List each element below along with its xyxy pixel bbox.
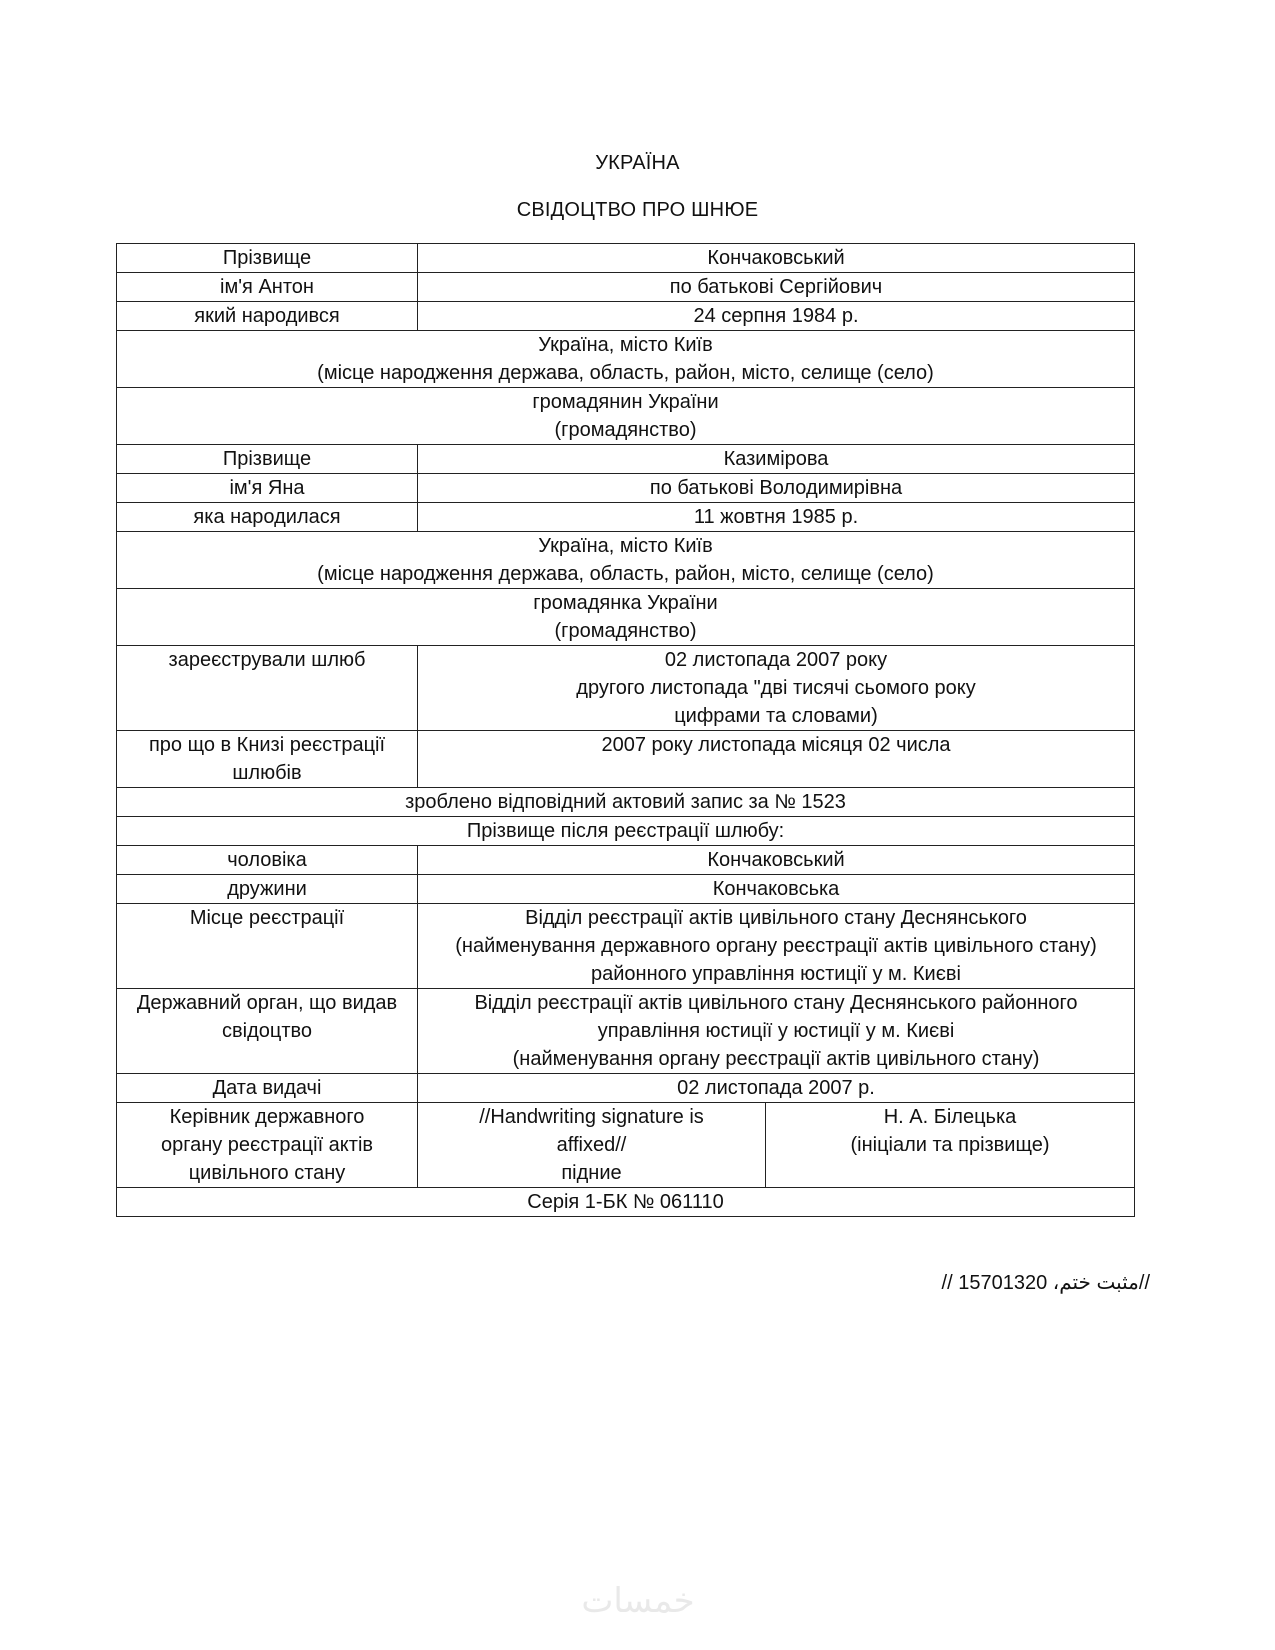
groom-citizenship-hint: (громадянство)	[554, 419, 697, 441]
place-label: Місце реєстрації	[117, 904, 418, 989]
country-heading: УКРАЇНА	[595, 152, 680, 174]
groom-birthplace-cell	[117, 331, 1135, 388]
bride-citizenship-cell	[117, 589, 1135, 646]
registration-date-digits: 02 листопада 2007 року	[664, 649, 888, 671]
series-number: Серія 1-БК № 061110	[117, 1188, 1135, 1217]
place-line1: Відділ реєстрації актів цивільного стану Деснянського	[525, 907, 1027, 929]
registration-date-hint: цифрами та словами)	[674, 705, 878, 727]
table-row	[117, 731, 1135, 788]
table-row	[117, 244, 1135, 273]
registered-label: зареєстрували шлюб	[117, 646, 418, 731]
head-name: Н. А. Білецька	[883, 1106, 1017, 1128]
groom-birthplace-hint: (місце народження держава, область, район, місто, селище (село)	[317, 362, 934, 384]
issuer-cell	[418, 989, 1135, 1074]
signature-line3: підние	[561, 1162, 622, 1184]
issuer-label-line1: Державний орган, що видав	[136, 992, 398, 1014]
head-label-line3: цивільного стану	[188, 1162, 346, 1184]
issuer-label-cell	[117, 989, 418, 1074]
table-row	[117, 646, 1135, 731]
table-row	[117, 589, 1135, 646]
wife-surname: Кончаковська	[418, 875, 1135, 904]
book-label-line1: про що в Книзі реєстрації	[148, 734, 386, 756]
table-row	[117, 474, 1135, 503]
place-line3: районного управління юстиції у м. Києві	[591, 963, 961, 985]
wife-label: дружини	[117, 875, 418, 904]
husband-surname: Кончаковський	[418, 846, 1135, 875]
groom-name: ім'я Антон	[117, 273, 418, 302]
head-name-hint: (ініціали та прізвище)	[850, 1134, 1050, 1156]
issue-date-label: Дата видачі	[117, 1074, 418, 1103]
table-row	[117, 875, 1135, 904]
groom-surname-label: Прізвище	[117, 244, 418, 273]
groom-birthplace: Україна, місто Київ	[538, 334, 713, 356]
bride-birthplace: Україна, місто Київ	[538, 535, 713, 557]
bride-birthplace-cell	[117, 532, 1135, 589]
bride-birth-date: 11 жовтня 1985 р.	[418, 503, 1135, 532]
document-title: СВІДОЦТВО ПРО ШНЮЕ	[516, 199, 759, 221]
book-label-line2: шлюбів	[232, 762, 302, 784]
table-row	[117, 503, 1135, 532]
table-row	[117, 1103, 1135, 1188]
table-row	[117, 273, 1135, 302]
bride-surname-label: Прізвище	[117, 445, 418, 474]
groom-citizenship-cell	[117, 388, 1135, 445]
stamp-note: //مثبت ختم، 15701320 //	[941, 1272, 1150, 1294]
table-row	[117, 788, 1135, 817]
bride-citizenship: громадянка України	[533, 592, 718, 614]
table-row	[117, 904, 1135, 989]
bride-citizenship-hint: (громадянство)	[554, 620, 697, 642]
surnames-after-heading: Прізвище після реєстрації шлюбу:	[117, 817, 1135, 846]
khamsat-logo-icon	[563, 1580, 713, 1620]
place-cell	[418, 904, 1135, 989]
groom-birth-date: 24 серпня 1984 р.	[418, 302, 1135, 331]
bride-surname: Казимірова	[418, 445, 1135, 474]
issuer-line3: (найменування органу реєстрації актів цивільного стану)	[512, 1048, 1040, 1070]
issuer-line2: управління юстиції у юстиції у м. Києві	[597, 1020, 955, 1042]
issuer-label-line2: свідоцтво	[222, 1020, 312, 1042]
table-row	[117, 817, 1135, 846]
table-row	[117, 532, 1135, 589]
table-row	[117, 302, 1135, 331]
record-text: зроблено відповідний актовий запис за № 1523	[117, 788, 1135, 817]
head-label-line2: органу реєстрації актів	[160, 1134, 374, 1156]
head-name-cell	[766, 1103, 1135, 1188]
table-row	[117, 846, 1135, 875]
head-label-line1: Керівник державного	[169, 1106, 365, 1128]
bride-name: ім'я Яна	[117, 474, 418, 503]
registration-date-words: другого листопада "дві тисячі сьомого року	[576, 677, 976, 699]
table-row	[117, 1188, 1135, 1217]
book-label-cell	[117, 731, 418, 788]
groom-patronymic: по батькові Сергійович	[418, 273, 1135, 302]
table-row	[117, 331, 1135, 388]
svg-text:خمسات: خمسات	[580, 1581, 695, 1620]
table-row	[117, 388, 1135, 445]
book-date: 2007 року листопада місяця 02 числа	[418, 731, 1135, 788]
bride-born-label: яка народилася	[117, 503, 418, 532]
watermark-logo	[0, 1580, 1275, 1626]
bride-birthplace-hint: (місце народження держава, область, район, місто, селище (село)	[317, 563, 934, 585]
groom-born-label: який народився	[117, 302, 418, 331]
signature-cell	[418, 1103, 766, 1188]
registration-date-cell	[418, 646, 1135, 731]
table-row	[117, 989, 1135, 1074]
groom-citizenship: громадянин України	[532, 391, 719, 413]
signature-line2: affixed//	[556, 1134, 627, 1156]
groom-surname: Кончаковський	[418, 244, 1135, 273]
husband-label: чоловіка	[117, 846, 418, 875]
issuer-line1: Відділ реєстрації актів цивільного стану Деснянського районного	[474, 992, 1078, 1014]
head-label-cell	[117, 1103, 418, 1188]
bride-patronymic: по батькові Володимирівна	[418, 474, 1135, 503]
issue-date: 02 листопада 2007 р.	[418, 1074, 1135, 1103]
signature-line1: //Handwriting signature is	[479, 1106, 704, 1128]
table-row	[117, 1074, 1135, 1103]
place-line2: (найменування державного органу реєстрації актів цивільного стану)	[455, 935, 1097, 957]
certificate-table	[116, 243, 1135, 1217]
table-row	[117, 445, 1135, 474]
